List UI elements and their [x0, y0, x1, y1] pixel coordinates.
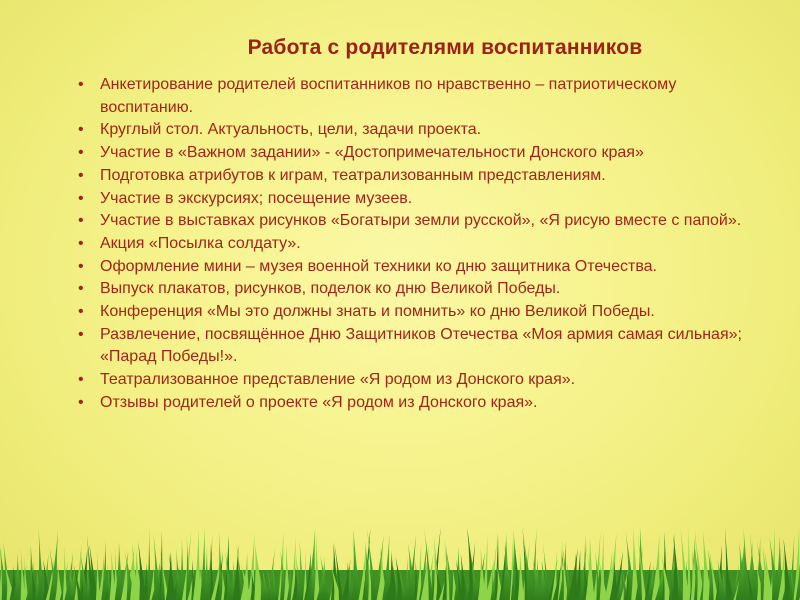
grass-border-icon	[0, 520, 800, 600]
list-item: • Участие в экскурсиях; посещение музеев.	[78, 188, 758, 211]
bullet-list	[78, 74, 758, 415]
list-item: • Подготовка атрибутов к играм, театрализованным представлениям.	[78, 165, 758, 188]
list-item: • Отзывы родителей о проекте «Я родом из Донского края».	[78, 392, 758, 415]
list-item: • Участие в «Важном задании» - «Достопримечательности Донского края»	[78, 142, 758, 165]
list-item: • Анкетирование родителей воспитанников по нравственно – патриотическому воспитанию.	[78, 74, 758, 119]
list-item: • Конференция «Мы это должны знать и помнить» ко дню Великой Победы.	[78, 301, 758, 324]
list-item: • Развлечение, посвящённое Дню Защитников Отечества «Моя армия самая сильная»; «Парад Победы!».	[78, 324, 758, 369]
list-item: • Театрализованное представление «Я родом из Донского края».	[78, 369, 758, 392]
list-item: • Акция «Посылка солдату».	[78, 233, 758, 256]
slide-title: Работа с родителями воспитанников	[247, 36, 643, 59]
list-item: • Круглый стол. Актуальность, цели, задачи проекта.	[78, 119, 758, 142]
list-item: • Выпуск плакатов, рисунков, поделок ко дню Великой Победы.	[78, 278, 758, 301]
list-item: • Оформление мини – музея военной техники ко дню защитника Отечества.	[78, 256, 758, 279]
list-item: • Участие в выставках рисунков «Богатыри земли русской», «Я рисую вместе с папой».	[78, 210, 758, 233]
